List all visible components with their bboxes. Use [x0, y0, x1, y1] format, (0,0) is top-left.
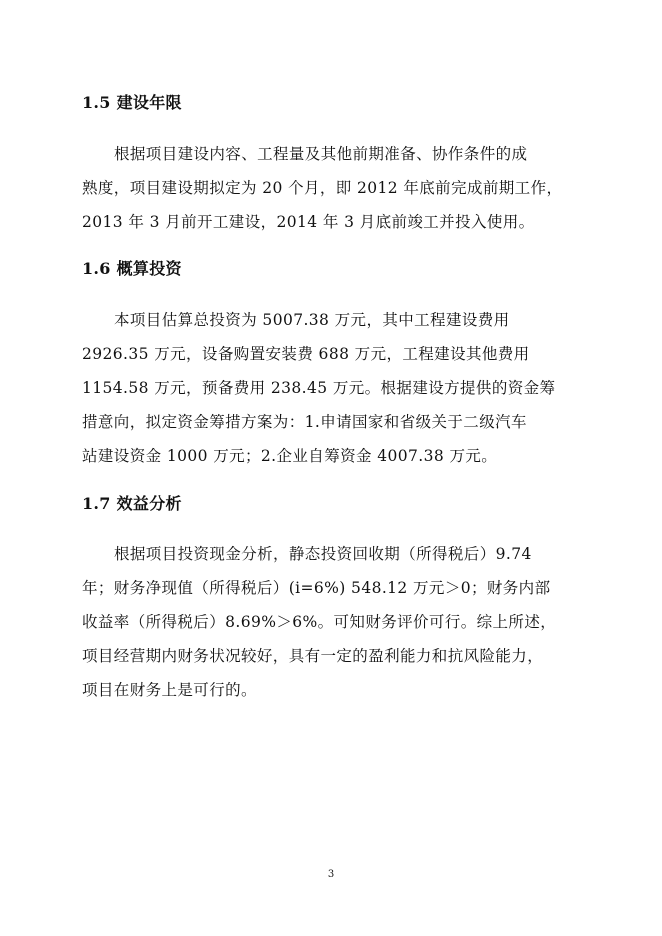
paragraph-line: 熟度，项目建设期拟定为 20 个月，即 2012 年底前完成前期工作， — [82, 179, 563, 197]
section-heading-1-6: 1.6 概算投资 — [82, 259, 182, 278]
paragraph-line: 项目经营期内财务状况较好，具有一定的盈利能力和抗风险能力， — [82, 647, 544, 665]
paragraph-line: 2926.35 万元，设备购置安装费 688 万元，工程建设其他费用 — [82, 345, 530, 363]
paragraph-line: 收益率（所得税后）8.69%＞6%。可知财务评价可行。综上所述， — [82, 613, 557, 631]
paragraph-line: 站建设资金 1000 万元；2.企业自筹资金 4007.38 万元。 — [82, 447, 498, 465]
paragraph-line: 项目在财务上是可行的。 — [82, 681, 257, 699]
paragraph-line: 年；财务净现值（所得税后）(i=6%) 548.12 万元＞0；财务内部 — [82, 579, 551, 597]
paragraph-line: 根据项目建设内容、工程量及其他前期准备、协作条件的成 — [114, 145, 528, 163]
paragraph-line: 2013 年 3 月前开工建设，2014 年 3 月底前竣工并投入使用。 — [82, 213, 535, 231]
page-number: 3 — [327, 869, 335, 880]
paragraph-line: 本项目估算总投资为 5007.38 万元，其中工程建设费用 — [114, 311, 510, 329]
section-heading-1-5: 1.5 建设年限 — [82, 93, 182, 112]
paragraph-line: 根据项目投资现金分析，静态投资回收期（所得税后）9.74 — [114, 545, 532, 563]
paragraph-line: 1154.58 万元，预备费用 238.45 万元。根据建设方提供的资金筹 — [82, 379, 556, 397]
paragraph-line: 措意向，拟定资金筹措方案为：1.申请国家和省级关于二级汽车 — [82, 413, 527, 431]
section-heading-1-7: 1.7 效益分析 — [82, 494, 182, 513]
